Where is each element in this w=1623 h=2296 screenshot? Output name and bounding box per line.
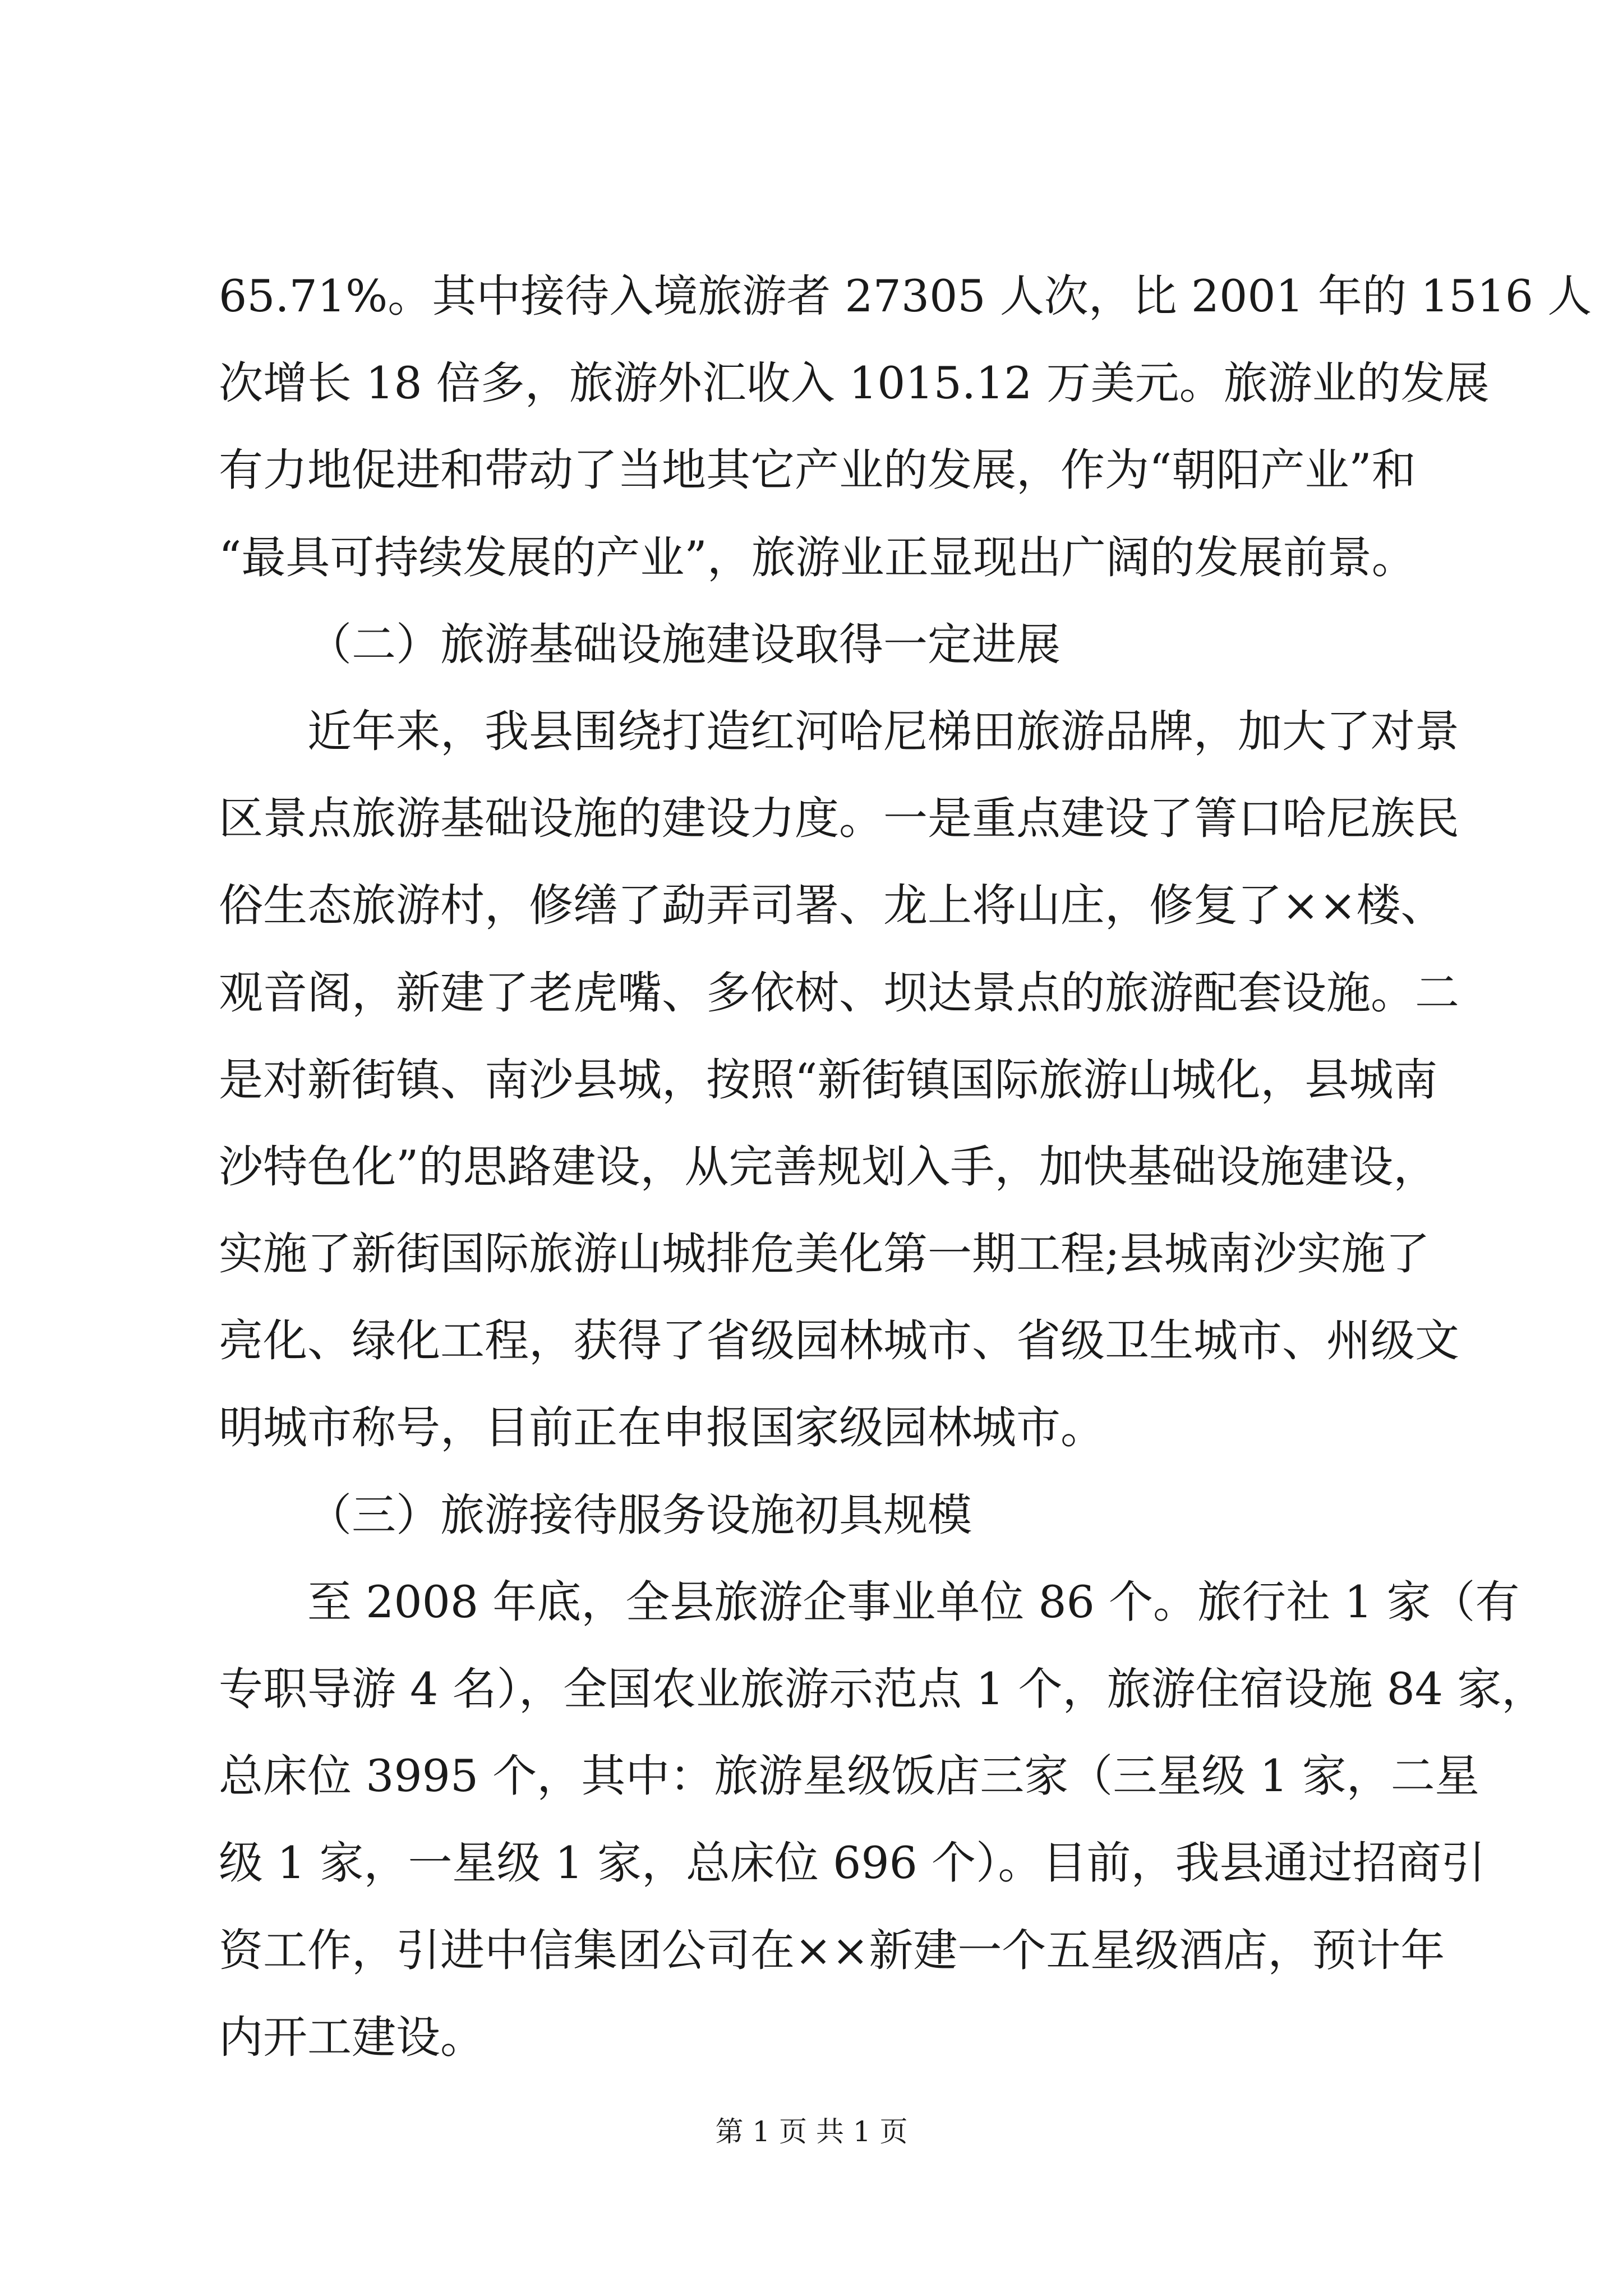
text-line: “最具可持续发展的产业”，旅游业正显现出广阔的发展前景。 — [219, 531, 1416, 583]
page-footer: 第 1 页 共 1 页 — [715, 2115, 908, 2148]
text-line: 65.71%。其中接待入境旅游者 27305 人次，比 2001 年的 1516 人 — [219, 270, 1592, 322]
text-line: 近年来，我县围绕打造红河哈尼梯田旅游品牌，加大了对景 — [307, 705, 1459, 757]
paragraph-3 — [219, 1575, 1546, 2065]
text-line: 亮化、绿化工程，获得了省级园林城市、省级卫生城市、州级文 — [219, 1315, 1459, 1367]
paragraph-1 — [219, 269, 1592, 585]
text-line: 至 2008 年底，全县旅游企事业单位 86 个。旅行社 1 家（有 — [307, 1576, 1520, 1628]
text-line: 有力地促进和带动了当地其它产业的发展，作为“朝阳产业”和 — [219, 444, 1416, 496]
text-line: 是对新街镇、南沙县城，按照“新街镇国际旅游山城化，县城南 — [219, 1053, 1438, 1106]
text-line: 观音阁，新建了老虎嘴、多依树、坝达景点的旅游配套设施。二 — [219, 967, 1459, 1019]
text-line: 资工作，引进中信集团公司在××新建一个五星级酒店，预计年 — [219, 1924, 1445, 1976]
text-line: 总床位 3995 个，其中：旅游星级饭店三家（三星级 1 家，二星 — [219, 1750, 1479, 1802]
text-line: 内开工建设。 — [219, 2011, 485, 2063]
document-body — [219, 269, 1592, 2097]
text-line: 俗生态旅游村，修缮了勐弄司署、龙上将山庄，修复了××楼、 — [219, 880, 1445, 932]
text-line: 级 1 家，一星级 1 家，总床位 696 个）。目前，我县通过招商引 — [219, 1837, 1486, 1889]
text-line: 实施了新街国际旅游山城排危美化第一期工程;县城南沙实施了 — [219, 1228, 1430, 1280]
text-line: 专职导游 4 名），全国农业旅游示范点 1 个，旅游住宿设施 84 家， — [219, 1663, 1546, 1715]
text-line: 区景点旅游基础设施的建设力度。一是重点建设了箐口哈尼族民 — [219, 793, 1459, 845]
paragraph-2 — [219, 705, 1459, 1456]
text-line: 次增长 18 倍多，旅游外汇收入 1015.12 万美元。旅游业的发展 — [219, 357, 1490, 409]
section-heading-2: （二）旅游基础设施建设取得一定进展 — [307, 618, 1061, 670]
text-line: 明城市称号，目前正在申报国家级园林城市。 — [219, 1402, 1105, 1454]
section-heading-3: （三）旅游接待服务设施初具规模 — [307, 1489, 972, 1541]
text-line: 沙特色化”的思路建设，从完善规划入手，加快基础设施建设， — [219, 1140, 1438, 1193]
